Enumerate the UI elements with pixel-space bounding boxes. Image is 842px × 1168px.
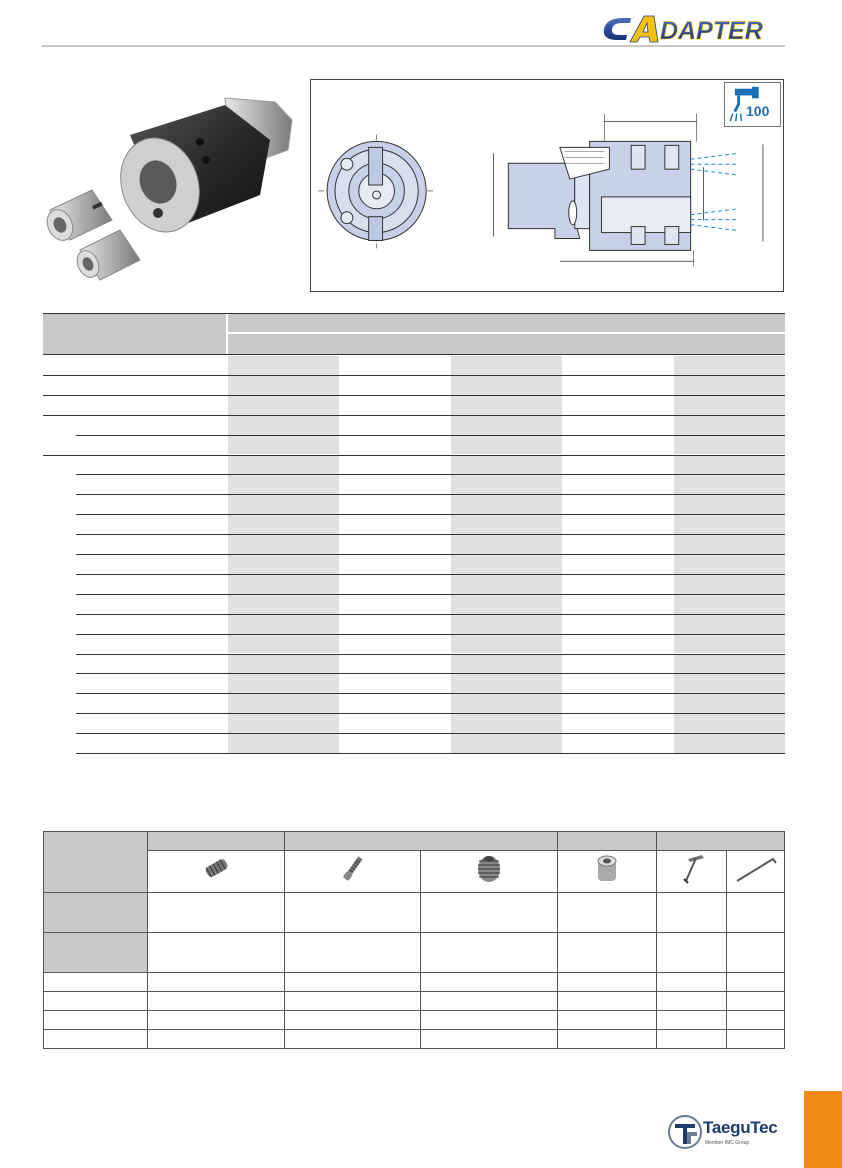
spec-cell [339, 456, 450, 475]
front-view [318, 134, 435, 248]
hex-key-icon [726, 851, 784, 893]
brand-logo [667, 1108, 789, 1156]
brand-name: TaeguTec [703, 1118, 778, 1137]
spec-cell [339, 376, 450, 395]
spec-cell [451, 575, 562, 594]
spec-row-label [43, 455, 228, 475]
spec-cell [562, 376, 673, 395]
spec-cell [228, 674, 339, 693]
spec-cell [562, 495, 673, 514]
cap-screw-icon [284, 851, 421, 893]
spec-cell [339, 495, 450, 514]
spec-cell [228, 475, 339, 494]
spec-cell [339, 535, 450, 554]
spec-cell [339, 555, 450, 574]
spec-cell [228, 535, 339, 554]
accessory-table [43, 831, 785, 1049]
spec-cell [674, 595, 785, 614]
spec-cell [674, 436, 785, 455]
spec-cell [339, 436, 450, 455]
acc-header-corner [44, 832, 148, 893]
spec-cell [451, 436, 562, 455]
spec-cell [674, 416, 785, 435]
spec-row-label [43, 614, 228, 634]
spec-cell [339, 694, 450, 713]
spec-cell [228, 734, 339, 753]
taegutec-emblem-icon [667, 1112, 703, 1152]
spec-cell [451, 555, 562, 574]
spec-cell [339, 475, 450, 494]
spec-cell [339, 655, 450, 674]
side-section-view [494, 114, 763, 267]
spec-cell [451, 595, 562, 614]
spec-row-label [43, 474, 228, 494]
spec-cell [562, 714, 673, 733]
coolant-badge [724, 82, 781, 127]
spec-cell [674, 515, 785, 534]
spec-cell [674, 555, 785, 574]
spec-row-label [43, 693, 228, 713]
spec-cell [674, 575, 785, 594]
spec-table-header-left [43, 313, 226, 355]
spec-cell [339, 575, 450, 594]
spec-cell [451, 456, 562, 475]
spec-row-label [43, 654, 228, 674]
spec-row-label [43, 673, 228, 693]
spec-cell [674, 495, 785, 514]
spec-cell [674, 674, 785, 693]
spec-cell [451, 416, 562, 435]
spec-cell [451, 475, 562, 494]
spec-cell [228, 595, 339, 614]
spec-row-label [43, 355, 228, 375]
spec-cell [674, 535, 785, 554]
spec-cell [562, 694, 673, 713]
spec-cell [228, 615, 339, 634]
spec-cell [228, 555, 339, 574]
spec-cell [674, 655, 785, 674]
spec-cell [562, 595, 673, 614]
product-photo [30, 80, 300, 290]
spec-cell [674, 734, 785, 753]
spec-cell [228, 655, 339, 674]
spec-cell [562, 655, 673, 674]
spec-cell [228, 436, 339, 455]
bushing-plug-icon [558, 851, 657, 893]
spec-cell [228, 396, 339, 415]
svg-text:DAPTER: DAPTER [660, 17, 763, 44]
acc-header-group-2 [284, 832, 558, 851]
spec-table-header-band-top [228, 313, 785, 332]
spec-cell [562, 356, 673, 375]
spec-cell [228, 456, 339, 475]
spec-cell [562, 436, 673, 455]
spec-cell [228, 714, 339, 733]
spec-cell [451, 356, 562, 375]
spec-row-label [43, 554, 228, 574]
spec-cell [339, 635, 450, 654]
spec-cell [562, 635, 673, 654]
spec-cell [339, 714, 450, 733]
spec-cell [562, 416, 673, 435]
spec-cell [339, 674, 450, 693]
spec-cell [339, 416, 450, 435]
acc-header-group-4 [657, 832, 785, 851]
spec-cell [674, 456, 785, 475]
header-rule [42, 45, 785, 47]
acc-row-label [44, 893, 148, 933]
spec-cell [228, 635, 339, 654]
spec-cell [339, 615, 450, 634]
spec-cell [228, 495, 339, 514]
spec-cell [451, 515, 562, 534]
spec-row-label [43, 435, 228, 455]
spec-cell [562, 456, 673, 475]
spec-cell [562, 575, 673, 594]
page-tab-marker [804, 1091, 842, 1168]
spec-row-divider [76, 753, 785, 754]
spec-row-label [43, 634, 228, 654]
spec-cell [562, 515, 673, 534]
spec-cell [228, 376, 339, 395]
brand-tagline: Member IMC Group [705, 1140, 750, 1146]
cadapter-logo [600, 14, 786, 44]
spec-cell [451, 734, 562, 753]
spec-row-label [43, 375, 228, 395]
spec-cell [451, 615, 562, 634]
spec-cell [228, 356, 339, 375]
spec-row-label [43, 594, 228, 614]
cadapter-logo-graphic [600, 14, 786, 44]
spec-cell [674, 615, 785, 634]
acc-header-group-1 [147, 832, 284, 851]
spec-cell [228, 575, 339, 594]
spec-table [43, 313, 785, 753]
threaded-insert-icon [421, 851, 558, 893]
spec-cell [451, 495, 562, 514]
spec-cell [339, 734, 450, 753]
spec-cell [228, 515, 339, 534]
technical-drawing [310, 79, 784, 292]
spec-cell [228, 694, 339, 713]
spec-row-label [43, 534, 228, 554]
spec-cell [339, 356, 450, 375]
spec-cell [562, 475, 673, 494]
spec-cell [451, 376, 562, 395]
coolant-value: 100 [746, 103, 770, 119]
spec-cell [562, 555, 673, 574]
spec-cell [562, 734, 673, 753]
spec-cell [674, 396, 785, 415]
spec-cell [562, 674, 673, 693]
spec-cell [674, 694, 785, 713]
spec-cell [339, 515, 450, 534]
spec-row-label [43, 514, 228, 534]
spec-cell [451, 674, 562, 693]
spec-cell [451, 396, 562, 415]
spec-cell [562, 615, 673, 634]
spec-cell [451, 655, 562, 674]
spec-cell [562, 396, 673, 415]
spec-row-label [43, 574, 228, 594]
spec-cell [451, 635, 562, 654]
spec-cell [451, 535, 562, 554]
spec-cell [674, 714, 785, 733]
spec-row-label [43, 713, 228, 733]
spec-cell [674, 635, 785, 654]
spec-table-header-band-bottom [228, 334, 785, 354]
t-handle-key-icon [657, 851, 727, 893]
spec-cell [451, 694, 562, 713]
spec-cell [339, 595, 450, 614]
spec-cell [339, 396, 450, 415]
spec-row-label [43, 494, 228, 514]
spec-cell [451, 714, 562, 733]
spec-cell [674, 356, 785, 375]
set-screw-icon [147, 851, 284, 893]
spec-row-label [43, 733, 228, 753]
spec-row-label [43, 395, 228, 415]
spec-cell [674, 475, 785, 494]
spec-cell [228, 416, 339, 435]
acc-header-group-3 [558, 832, 657, 851]
acc-row-label [44, 933, 148, 973]
spec-cell [674, 376, 785, 395]
spec-cell [562, 535, 673, 554]
spec-row-label [43, 415, 228, 435]
